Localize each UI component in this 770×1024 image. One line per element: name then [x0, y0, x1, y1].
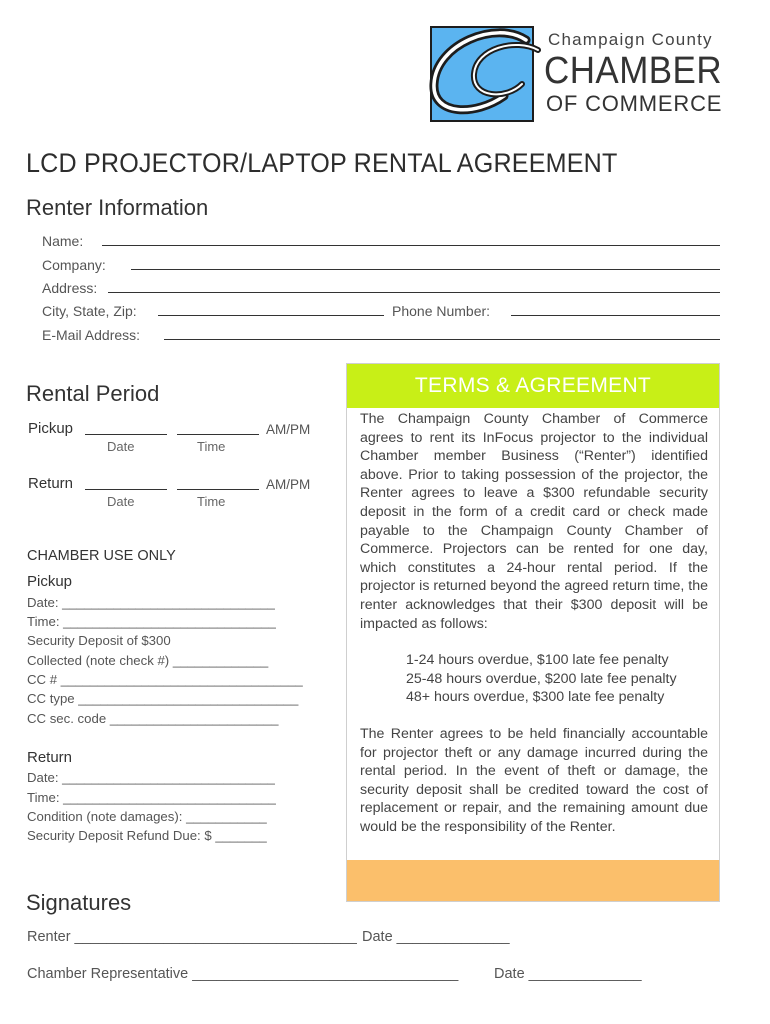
collected-check-field[interactable]: Collected (note check #) _____________: [27, 653, 269, 668]
email-label: E-Mail Address:: [42, 327, 141, 343]
cc-type-field[interactable]: CC type ______________________________: [27, 691, 299, 706]
pickup-date-caption: Date: [107, 439, 135, 454]
penalty-item: 1-24 hours overdue, $100 late fee penalty: [406, 652, 669, 669]
chamber-logo: [426, 24, 738, 124]
logo-county-text: Champaign County: [548, 30, 713, 49]
renter-date-field[interactable]: Date ______________: [362, 929, 510, 945]
terms-footer-bar: [347, 860, 719, 901]
rental-period-heading: Rental Period: [26, 381, 160, 406]
document-title: LCD PROJECTOR/LAPTOP RENTAL AGREEMENT: [26, 148, 618, 178]
signatures-heading: Signatures: [26, 890, 132, 915]
pickup-time-field[interactable]: [177, 434, 259, 435]
cc-sec-code-field[interactable]: CC sec. code _______________________: [27, 711, 279, 726]
terms-paragraph-2: The Renter agrees to be held financially accountable for projector theft or any damage incurred during the rental period. In the event of theft or damage, the security deposit shall be credited toward the cost of replacement or repair, and the remaining amount due would be the responsibility of the Renter.: [360, 725, 708, 835]
chamber-return-label: Return: [27, 749, 73, 766]
rental-pickup-label: Pickup: [28, 420, 74, 437]
logo-c-swoosh-icon: [426, 24, 546, 124]
city-state-zip-field[interactable]: [158, 315, 384, 316]
penalty-item: 48+ hours overdue, $300 late fee penalty: [406, 689, 665, 706]
return-time-field[interactable]: [177, 489, 259, 490]
chamber-return-date[interactable]: Date: _____________________________: [27, 770, 275, 785]
company-label: Company:: [42, 257, 106, 273]
penalty-item: 25-48 hours overdue, $200 late fee penalty: [406, 670, 677, 687]
terms-body: [360, 410, 708, 836]
pickup-date-field[interactable]: [85, 434, 167, 435]
rep-date-field[interactable]: Date ______________: [494, 966, 642, 982]
chamber-pickup-label: Pickup: [27, 573, 73, 590]
return-date-field[interactable]: [85, 489, 167, 490]
name-field[interactable]: [102, 245, 720, 246]
city-state-zip-label: City, State, Zip:: [42, 303, 137, 319]
phone-label: Phone Number:: [392, 303, 491, 319]
terms-paragraph-1: The Champaign County Chamber of Commerce agrees to rent its InFocus projector to the individual Chamber member Business (“Renter”) identified above. Prior to taking possession of the projector, the Renter agrees to leave a $300 refundable security deposit in the form of a credit card or check made payable to the Champaign County Chamber of Commerce. Projectors can be rented for one day, which constitutes a 24-hour rental period. If the projector is returned beyond the agreed return time, the renter acknowledges that their $300 deposit will be impacted as follows:: [360, 411, 708, 632]
return-date-caption: Date: [107, 494, 135, 509]
address-label: Address:: [42, 280, 98, 296]
pickup-time-caption: Time: [197, 439, 226, 454]
cc-number-field[interactable]: CC # _________________________________: [27, 672, 303, 687]
terms-heading: TERMS & AGREEMENT: [347, 364, 719, 408]
logo-commerce-text: OF COMMERCE: [546, 91, 723, 116]
rep-signature-field[interactable]: Chamber Representative _________________________________: [27, 966, 459, 982]
logo-chamber-text: CHAMBER: [544, 50, 723, 92]
return-time-caption: Time: [197, 494, 226, 509]
chamber-use-heading: CHAMBER USE ONLY: [27, 548, 176, 564]
security-deposit-text: Security Deposit of $300: [27, 633, 171, 648]
chamber-return-time[interactable]: Time: _____________________________: [27, 790, 276, 805]
penalty-list: [360, 651, 708, 707]
name-label: Name:: [42, 233, 84, 249]
phone-field[interactable]: [511, 315, 720, 316]
deposit-refund-field[interactable]: Security Deposit Refund Due: $ _______: [27, 828, 267, 843]
chamber-pickup-date[interactable]: Date: _____________________________: [27, 595, 275, 610]
address-field[interactable]: [108, 292, 720, 293]
renter-info-heading: Renter Information: [26, 195, 209, 220]
email-field[interactable]: [164, 339, 720, 340]
return-ampm-label: AM/PM: [266, 477, 311, 492]
terms-box: [346, 363, 720, 902]
pickup-ampm-label: AM/PM: [266, 422, 311, 437]
renter-signature-field[interactable]: Renter ___________________________________: [27, 929, 357, 945]
company-field[interactable]: [131, 269, 720, 270]
condition-field[interactable]: Condition (note damages): ___________: [27, 809, 267, 824]
chamber-pickup-time[interactable]: Time: _____________________________: [27, 614, 276, 629]
rental-return-label: Return: [28, 475, 74, 492]
